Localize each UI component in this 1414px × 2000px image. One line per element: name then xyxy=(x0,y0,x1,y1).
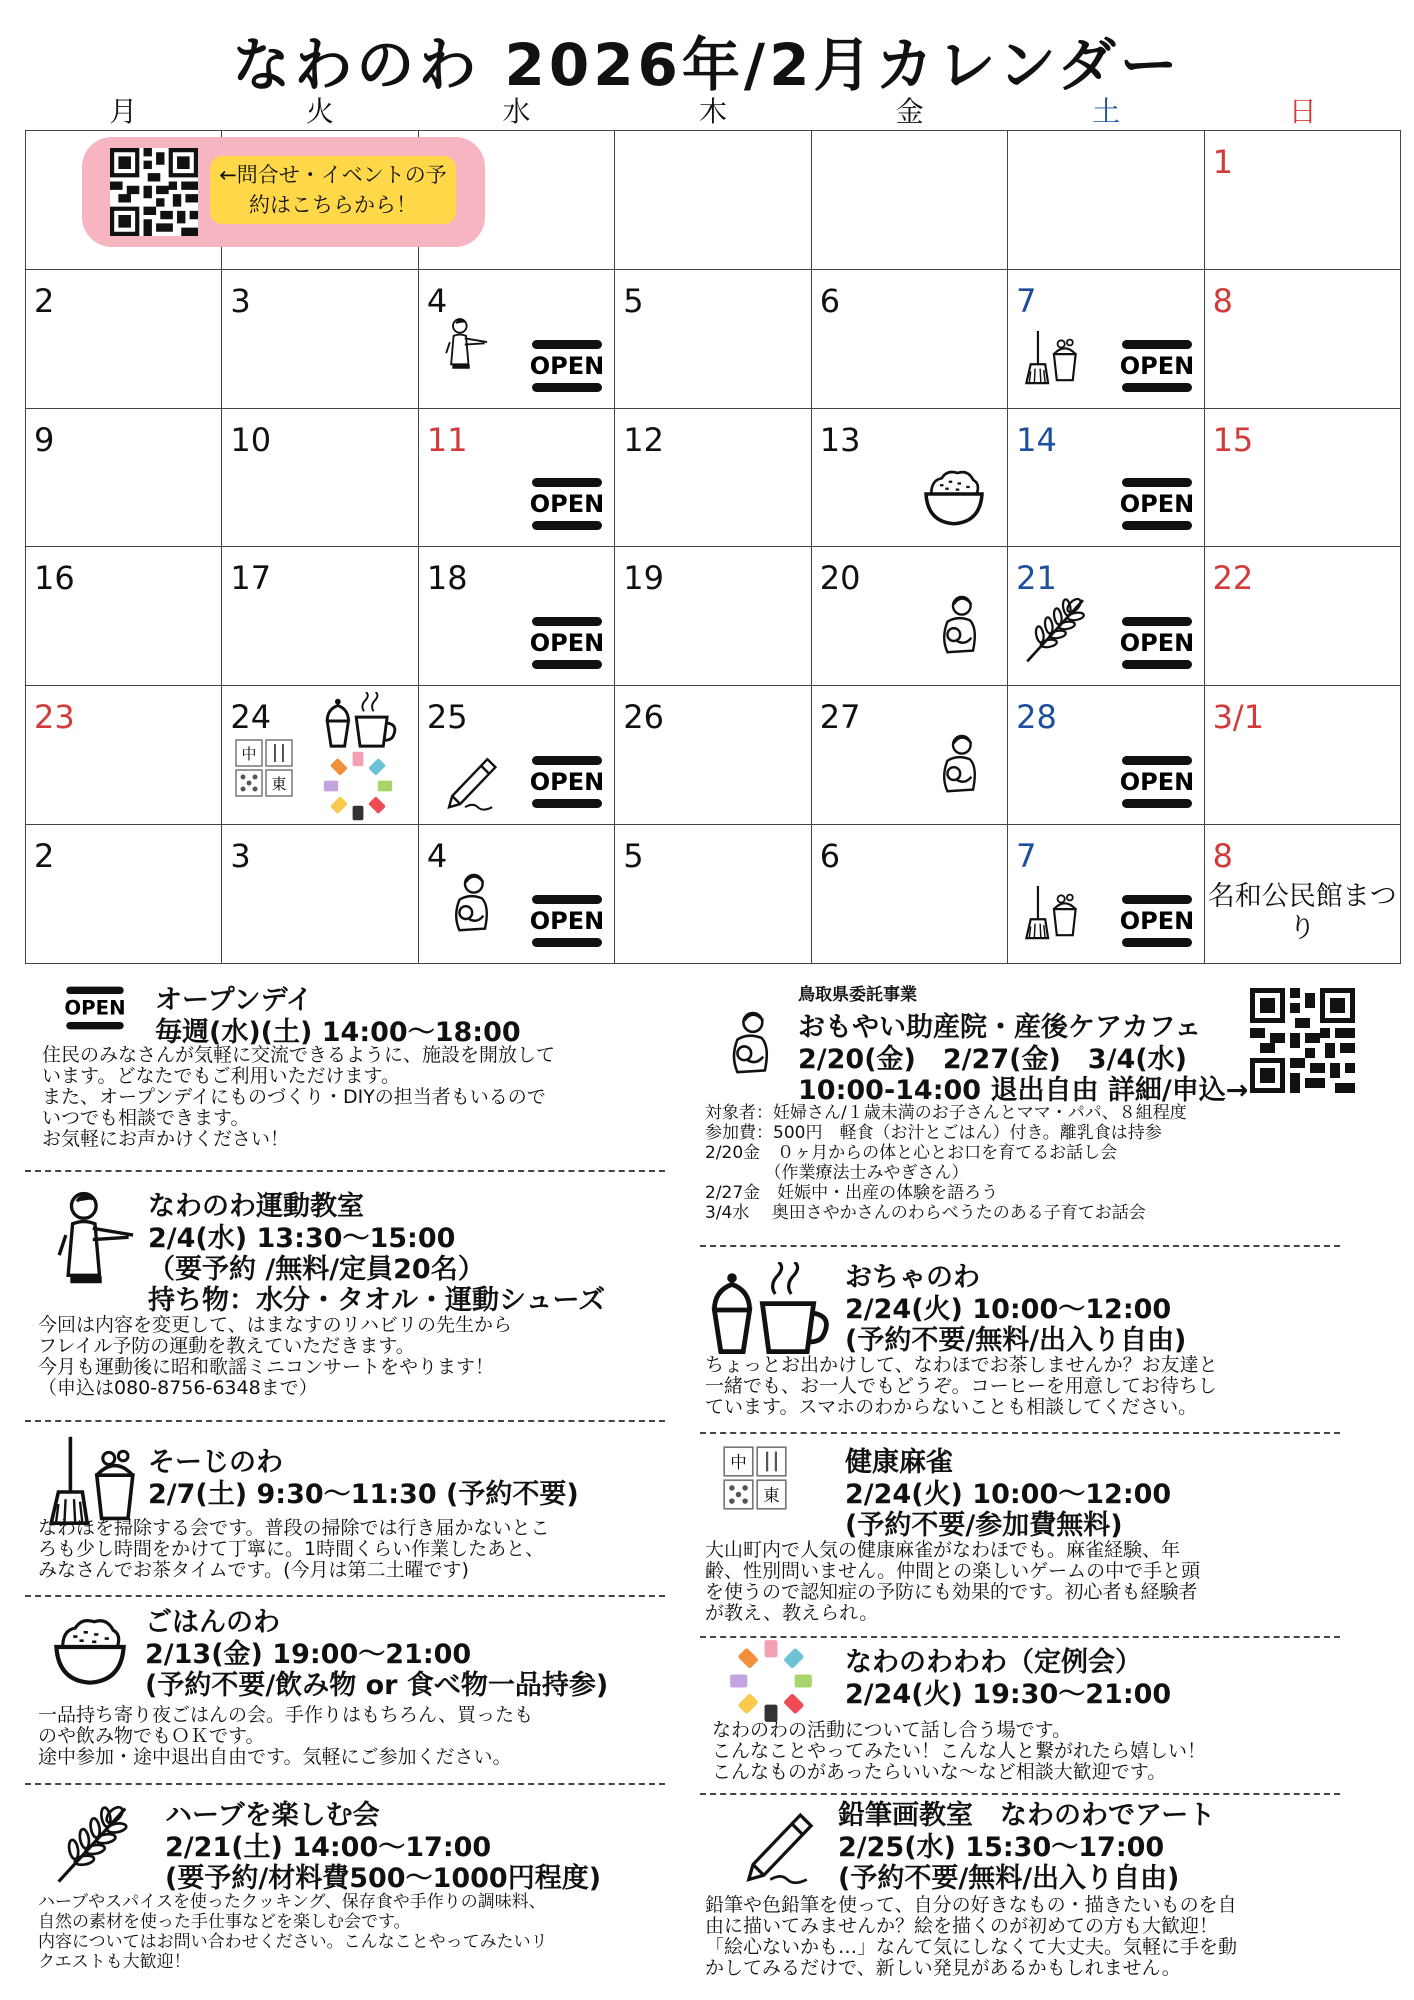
text-line: こんなものがあったらいいな〜など相談大歓迎です。 xyxy=(712,1761,1167,1783)
text-line: 今月も運動後に昭和歌謡ミニコンサートをやります！ xyxy=(38,1356,495,1378)
exercise-line: 2/4(水) 13:30〜15:00 xyxy=(148,1223,456,1254)
art-body xyxy=(705,1895,1395,1979)
tea-line: (予約不要/無料/出入り自由) xyxy=(845,1325,1187,1356)
day-cell-feb-12 xyxy=(615,409,811,548)
day-cell-mar-7 xyxy=(1008,825,1204,964)
text-line: 参加費：500円 軽食（お汁とごはん）付き。離乳食は持参 xyxy=(705,1123,1162,1143)
day-number: 8 xyxy=(1212,837,1233,876)
text-line: 住民のみなさんが気軽に交流できるように、施設を開放して xyxy=(42,1044,556,1066)
open-badge-text: OPEN xyxy=(1119,906,1194,935)
text-line: います。どなたでもご利用いただけます。 xyxy=(42,1065,400,1087)
day-cell-feb-25 xyxy=(419,686,615,825)
day-cell-feb-20 xyxy=(812,547,1008,686)
day-number: 28 xyxy=(1016,698,1057,737)
open-badge-text: OPEN xyxy=(530,490,605,519)
divider xyxy=(700,1432,1340,1434)
open-day-title: オープンデイ xyxy=(155,985,313,1016)
day-cell-feb-6 xyxy=(812,270,1008,409)
day-number: 13 xyxy=(819,420,861,459)
cleaning-icon xyxy=(44,1432,140,1528)
art-section xyxy=(838,1793,1358,1894)
rice-line: (予約不要/飲み物 or 食べ物一品持参) xyxy=(145,1670,609,1701)
day-number: 8 xyxy=(1212,281,1233,320)
text-line: なわのわの活動について話し合う場です。 xyxy=(712,1719,1072,1741)
rice-bowl-icon xyxy=(919,459,989,529)
day-cell-feb-14 xyxy=(1008,409,1204,548)
midwife-title: おもやい助産院・産後ケアカフェ xyxy=(798,1012,1202,1043)
text-line: が教え、教えられ。 xyxy=(705,1602,879,1624)
day-cell-feb-1 xyxy=(1205,131,1401,270)
day-number: 17 xyxy=(230,559,272,598)
midwife-line: 10:00-14:00 退出自由 詳細/申込→ xyxy=(798,1075,1249,1106)
text-line: ハーブやスパイスを使ったクッキング、保存食や手作りの調味料、 xyxy=(38,1892,546,1912)
open-badge xyxy=(530,476,604,532)
day-cell-feb-26 xyxy=(615,686,811,825)
day-number: 16 xyxy=(34,559,75,598)
mahjong-section xyxy=(845,1440,1345,1541)
weekday-fri: 金 xyxy=(895,95,924,128)
divider xyxy=(25,1595,665,1597)
text-line: こんなことやってみたい！こんな人と繋がれたら嬉しい！ xyxy=(712,1740,1207,1762)
text-line: お気軽にお声かけください！ xyxy=(42,1128,290,1150)
midwife-label: 鳥取県委託事業 xyxy=(798,985,917,1005)
meeting-line: 2/24(火) 19:30〜21:00 xyxy=(845,1679,1172,1710)
mother-baby-icon xyxy=(933,732,989,796)
open-badge-text: OPEN xyxy=(530,906,605,935)
text-line: 大山町内で人気の健康麻雀がなわほでも。麻雀経験、年 xyxy=(705,1539,1181,1561)
day-number: 3/1 xyxy=(1212,698,1265,737)
text-line: 「絵心ないかも…」なんて気にしなくて大丈夫。気軽に手を動 xyxy=(705,1936,1238,1958)
cleaning-title: そーじのわ xyxy=(148,1447,283,1478)
tea-line: 2/24(火) 10:00〜12:00 xyxy=(845,1294,1172,1325)
day-number: 19 xyxy=(623,559,664,598)
day-cell-feb-18 xyxy=(419,547,615,686)
open-day-body xyxy=(42,1045,682,1150)
empty-cell xyxy=(615,131,811,270)
day-number: 9 xyxy=(34,420,55,459)
open-badge-text: OPEN xyxy=(530,629,605,658)
day-cell-mar-5 xyxy=(615,825,811,964)
day-cell-mar-4 xyxy=(419,825,615,964)
exercise-body xyxy=(38,1315,678,1399)
day-number: 14 xyxy=(1016,420,1057,459)
text-line: 3/4水 奥田さやかさんのわらべうたのある子育てお話会 xyxy=(705,1203,1146,1223)
day-number: 27 xyxy=(819,698,861,737)
text-line: また、オープンデイにものづくり・DIYの担当者もいるので xyxy=(42,1086,546,1108)
text-line: 2/27金 妊娠中・出産の体験を語ろう xyxy=(705,1183,999,1203)
mahjong-tiles-icon xyxy=(722,1445,788,1511)
mother-baby-icon xyxy=(445,871,501,935)
text-line: かしてみるだけで、新しい発見があるかもしれません。 xyxy=(705,1957,1181,1979)
meeting-body xyxy=(712,1720,1392,1783)
open-badge xyxy=(530,338,604,394)
day-cell-feb-8 xyxy=(1205,270,1401,409)
divider xyxy=(25,1170,665,1172)
qr-note: ←問合せ・イベントの予約はこちらから！ xyxy=(210,156,456,224)
day-number: 24 xyxy=(230,698,272,737)
text-line: 2/20金 ０ヶ月からの体と心とお口を育てるお話し会 xyxy=(705,1143,1118,1163)
open-badge xyxy=(1120,615,1194,671)
empty-cell xyxy=(812,131,1008,270)
day-cell-feb-15 xyxy=(1205,409,1401,548)
text-line: 途中参加・途中退出自由です。気軽にご参加ください。 xyxy=(38,1746,512,1768)
tea-title: おちゃのわ xyxy=(845,1262,980,1293)
day-number: 1 xyxy=(1212,143,1233,181)
day-cell-mar-8 xyxy=(1205,825,1401,964)
day-cell-mar-6 xyxy=(812,825,1008,964)
day-cell-feb-21 xyxy=(1008,547,1204,686)
day-cell-feb-17 xyxy=(222,547,418,686)
cleaning-icon xyxy=(1022,328,1080,386)
herb-line: 2/21(土) 14:00〜17:00 xyxy=(165,1832,492,1863)
text-line: なわほを掃除する会です。普段の掃除では行き届かないとこ xyxy=(38,1517,550,1539)
rice-body xyxy=(38,1705,678,1768)
mahjong-tile-text: 東 xyxy=(271,775,287,794)
herb-title: ハーブを楽しむ会 xyxy=(165,1800,380,1831)
rice-line: 2/13(金) 19:00〜21:00 xyxy=(145,1639,472,1670)
art-line: (予約不要/無料/出入り自由) xyxy=(838,1863,1180,1894)
text-line: 一緒でも、お一人でもどうぞ。コーヒーを用意してお待ちし xyxy=(705,1375,1217,1397)
day-number: 4 xyxy=(426,281,448,320)
open-badge-text: OPEN xyxy=(64,996,126,1020)
weekday-sat: 土 xyxy=(1092,95,1121,128)
open-day-schedule: 毎週(水)(土) 14:00〜18:00 xyxy=(155,1017,521,1048)
text-line: 齢、性別問いません。仲間との楽しいゲームの中で手と頭 xyxy=(705,1560,1201,1582)
pencil-icon xyxy=(738,1800,824,1886)
text-line: ちょっとお出かけして、なわほでお茶しませんか？お友達と xyxy=(705,1354,1218,1376)
day-number: 6 xyxy=(819,837,841,876)
open-day-section xyxy=(155,978,675,1048)
day-number: 18 xyxy=(426,559,468,598)
weekday-header xyxy=(25,90,1401,132)
open-badge xyxy=(1120,476,1194,532)
art-line: 2/25(水) 15:30〜17:00 xyxy=(838,1832,1165,1863)
day-cell-feb-28 xyxy=(1008,686,1204,825)
open-badge-text: OPEN xyxy=(530,351,605,380)
mahjong-line: (予約不要/参加費無料) xyxy=(845,1510,1123,1541)
midwife-details xyxy=(705,1103,1385,1223)
day-cell-feb-24 xyxy=(222,686,418,825)
meeting-section xyxy=(845,1640,1345,1710)
day-number: 4 xyxy=(426,837,448,876)
weekday-thu: 木 xyxy=(699,95,728,128)
text-line: （作業療法士みやぎさん） xyxy=(705,1163,969,1183)
weekday-wed: 水 xyxy=(502,95,531,128)
open-badge xyxy=(530,893,604,949)
community-ring-icon xyxy=(728,1638,814,1724)
divider xyxy=(25,1420,665,1422)
day-number: 15 xyxy=(1212,420,1254,459)
day-number: 2 xyxy=(34,281,55,320)
day-cell-feb-13 xyxy=(812,409,1008,548)
mahjong-tile-text: 東 xyxy=(763,1486,780,1506)
text-line: 内容についてはお問い合わせください。こんなことやってみたいリ xyxy=(38,1932,548,1952)
day-cell-feb-16 xyxy=(26,547,222,686)
day-number: 26 xyxy=(623,698,664,737)
mahjong-body xyxy=(705,1540,1385,1624)
rice-bowl-icon xyxy=(48,1605,132,1689)
open-badge-text: OPEN xyxy=(1119,490,1194,519)
text-line: ています。スマホのわからないことも相談してください。 xyxy=(705,1396,1198,1418)
qr-code[interactable] xyxy=(110,148,198,236)
cleaning-section xyxy=(148,1440,668,1510)
day-number: 25 xyxy=(426,698,468,737)
herb-line: (要予約/材料費500〜1000円程度) xyxy=(165,1863,602,1894)
day-cell-feb-7 xyxy=(1008,270,1204,409)
tea-icon xyxy=(708,1262,836,1358)
exercise-line: 持ち物：水分・タオル・運動シューズ xyxy=(148,1285,606,1316)
day-number: 20 xyxy=(819,559,861,598)
qr-code[interactable] xyxy=(1250,988,1355,1093)
empty-cell xyxy=(1008,131,1204,270)
day-number: 22 xyxy=(1212,559,1254,598)
cleaning-icon xyxy=(1022,883,1080,941)
midwife-section xyxy=(798,980,1249,1106)
open-badge xyxy=(1120,338,1194,394)
weekday-sun: 日 xyxy=(1288,95,1317,128)
exercise-section xyxy=(148,1184,668,1316)
mother-baby-icon xyxy=(933,593,989,657)
day-number: 7 xyxy=(1016,281,1037,320)
day-number: 3 xyxy=(230,281,251,320)
open-badge xyxy=(1120,754,1194,810)
text-line: を使うので認知症の予防にも効果的です。初心者も経験者 xyxy=(705,1581,1198,1603)
day-cell-mar-3 xyxy=(222,825,418,964)
text-line: フレイル予防の運動を教えていただきます。 xyxy=(38,1335,415,1357)
festival-note: 名和公民館まつり xyxy=(1207,881,1397,945)
midwife-line: 2/20(金) 2/27(金) 3/4(水) xyxy=(798,1044,1187,1075)
text-line: みなさんでお茶タイムです。(今月は第二土曜です) xyxy=(38,1559,469,1581)
day-number: 23 xyxy=(34,698,75,737)
wheat-icon xyxy=(50,1800,136,1886)
text-line: （申込は080-8756-6348まで） xyxy=(38,1377,318,1399)
exercise-line: （要予約 /無料/定員20名） xyxy=(148,1254,485,1285)
open-badge-text: OPEN xyxy=(1119,351,1194,380)
open-badge-text: OPEN xyxy=(1119,629,1194,658)
text-line: ろも少し時間をかけて丁寧に。1時間くらい作業したあと、 xyxy=(38,1538,545,1560)
text-line: のや飲み物でもＯＫです。 xyxy=(38,1725,265,1747)
day-cell-feb-4 xyxy=(419,270,615,409)
day-cell-feb-5 xyxy=(615,270,811,409)
day-cell-feb-3 xyxy=(222,270,418,409)
day-number: 5 xyxy=(623,281,644,320)
divider xyxy=(25,1783,665,1785)
text-line: 由に描いてみませんか？絵を描くのが初めての方も大歓迎！ xyxy=(705,1915,1219,1937)
day-number: 5 xyxy=(623,837,644,876)
open-badge xyxy=(530,615,604,671)
text-line: 今回は内容を変更して、はまなすのリハビリの先生から xyxy=(38,1314,513,1336)
mahjong-line: 2/24(火) 10:00〜12:00 xyxy=(845,1479,1172,1510)
mahjong-tile-text: 中 xyxy=(241,745,257,764)
open-badge xyxy=(530,754,604,810)
cleaning-line: 2/7(土) 9:30〜11:30 (予約不要) xyxy=(148,1479,579,1510)
open-badge-text: OPEN xyxy=(530,768,605,797)
calendar-grid xyxy=(25,130,1401,964)
mother-baby-icon xyxy=(722,1008,782,1078)
day-cell-mar-1 xyxy=(1205,686,1401,825)
day-cell-feb-19 xyxy=(615,547,811,686)
meeting-title: なわのわわわ（定例会） xyxy=(845,1647,1142,1678)
open-badge xyxy=(1120,893,1194,949)
pencil-icon xyxy=(441,748,505,812)
text-line: 自然の素材を使った手仕事などを楽しむ会です。 xyxy=(38,1912,411,1932)
weekday-tue: 火 xyxy=(305,95,334,128)
community-ring-icon xyxy=(322,750,394,822)
herb-section xyxy=(165,1793,685,1894)
exercise-title: なわのわ運動教室 xyxy=(148,1191,364,1222)
day-number: 7 xyxy=(1016,837,1037,876)
open-badge xyxy=(54,985,136,1031)
mahjong-title: 健康麻雀 xyxy=(845,1447,953,1478)
day-number: 2 xyxy=(34,837,55,876)
day-cell-feb-22 xyxy=(1205,547,1401,686)
day-number: 6 xyxy=(819,281,841,320)
tea-section xyxy=(845,1255,1345,1356)
art-title: 鉛筆画教室 なわのわでアート xyxy=(838,1800,1216,1831)
open-badge-text: OPEN xyxy=(1119,768,1194,797)
day-cell-feb-27 xyxy=(812,686,1008,825)
text-line: いつでも相談できます。 xyxy=(42,1107,250,1129)
day-cell-feb-10 xyxy=(222,409,418,548)
exercise-icon xyxy=(50,1188,140,1300)
mahjong-tile-text: 中 xyxy=(730,1453,747,1473)
day-number: 21 xyxy=(1016,559,1057,598)
day-cell-mar-2 xyxy=(26,825,222,964)
day-cell-feb-11 xyxy=(419,409,615,548)
exercise-icon xyxy=(441,316,491,378)
day-number: 12 xyxy=(623,420,664,459)
wheat-icon xyxy=(1020,593,1092,665)
rice-title: ごはんのわ xyxy=(145,1607,280,1638)
herb-body xyxy=(38,1892,688,1972)
divider xyxy=(700,1245,1340,1247)
day-cell-feb-9 xyxy=(26,409,222,548)
day-number: 11 xyxy=(426,420,468,459)
mahjong-tiles-icon xyxy=(234,738,294,798)
text-line: クエストも大歓迎！ xyxy=(38,1952,191,1972)
day-cell-feb-23 xyxy=(26,686,222,825)
text-line: 一品持ち寄り夜ごはんの会。手作りはもちろん、買ったも xyxy=(38,1704,534,1726)
tea-icon xyxy=(320,692,404,750)
cleaning-body xyxy=(38,1518,678,1581)
day-number: 10 xyxy=(230,420,272,459)
text-line: 対象者：妊婦さん/１歳未満のお子さんとママ・パパ、８組程度 xyxy=(705,1103,1187,1123)
tea-body xyxy=(705,1355,1385,1418)
day-cell-feb-2 xyxy=(26,270,222,409)
day-number: 3 xyxy=(230,837,251,876)
weekday-mon: 月 xyxy=(109,95,138,128)
text-line: 鉛筆や色鉛筆を使って、自分の好きなもの・描きたいものを自 xyxy=(705,1894,1237,1916)
calendar-title: なわのわ 2026年/2月カレンダー xyxy=(232,31,1182,99)
rice-section xyxy=(145,1600,685,1701)
